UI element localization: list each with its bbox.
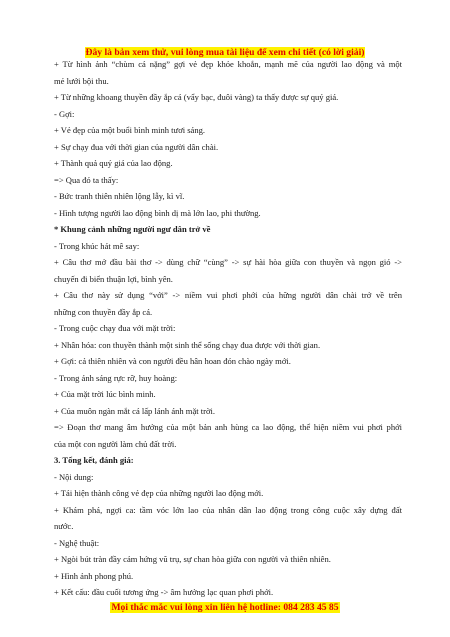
text-line: => Qua đó ta thấy:	[54, 174, 119, 185]
document-body	[54, 56, 402, 601]
text-line: nước.	[54, 521, 74, 531]
text-line: - Nội dung:	[54, 471, 94, 482]
section-heading: * Khung cảnh những người ngư dân trở về	[54, 224, 211, 234]
text-line: + Của mặt trời lúc bình minh.	[54, 389, 156, 399]
text-line: + Ngòi bút tràn đầy cảm hứng vũ trụ, sự chan hòa giữa con người và thiên nhiên.	[54, 554, 331, 564]
text-line: của một con người làm chủ đất trời.	[54, 438, 177, 449]
text-line: + Hình ảnh phong phú.	[54, 570, 134, 581]
text-line: + Tái hiện thành công vẻ đẹp của những người lao động mới.	[54, 488, 264, 498]
text-line: + Từ hình ảnh “chùm cá nặng” gợi vẻ đẹp khỏe khoắn, mạnh mẽ của người lao động và một	[54, 59, 402, 69]
text-line: chuyến đi biển thuận lợi, bình yên.	[54, 273, 173, 284]
text-line: - Hình tượng người lao động bình dị mà lớn lao, phi thường.	[54, 207, 261, 218]
text-line: - Bức tranh thiên nhiên lộng lẫy, kì vĩ.	[54, 191, 185, 201]
preview-banner-text: Đây là bản xem thử, vui lòng mua tài liệu để xem chi tiết (có lời giải)	[85, 47, 365, 58]
text-line: + Gợi: cả thiên nhiên và con người đều hân hoan đón chào ngày mới.	[54, 356, 291, 366]
text-line: - Trong ánh sáng rực rỡ, huy hoàng:	[54, 372, 178, 383]
text-line: + Câu thơ mở đầu bài thơ -> dùng chữ “cùng” -> sự hài hòa giữa con thuyền và ngọn gió ->	[54, 257, 402, 267]
text-line: + Thành quả quý giá của lao động.	[54, 158, 173, 168]
text-line: + Từ những khoang thuyền đầy ắp cá (vẩy bạc, đuôi vàng) ta thấy được sự quý giá.	[54, 92, 339, 102]
text-line: + Của muôn ngàn mắt cá lấp lánh ánh mặt trời.	[54, 405, 216, 416]
hotline-footer	[0, 597, 450, 615]
text-line: + Vẻ đẹp của một buổi bình minh tươi sáng.	[54, 125, 206, 135]
text-line: - Gợi:	[54, 108, 75, 119]
text-line: + Nhân hóa: con thuyền thành một sinh thể sống chạy đua được với thời gian.	[54, 339, 321, 350]
text-line: + Sự chạy đua với thời gian của người dân chài.	[54, 141, 219, 152]
text-line: - Trong khúc hát mê say:	[54, 240, 140, 251]
text-line: - Trong cuộc chạy đua với mặt trời:	[54, 323, 176, 333]
text-line: mẻ lưới bội thu.	[54, 75, 109, 86]
text-line: + Câu thơ này sử dụng “với” -> niềm vui phơi phới của hững người dân chài trở về trên	[54, 290, 402, 300]
section-heading: 3. Tổng kết, đánh giá:	[54, 455, 134, 465]
text-line: => Đoạn thơ mang âm hưởng của một bản anh hùng ca lao động, thể hiện niềm vui phơi phới	[54, 422, 402, 432]
text-line: + Kết cấu: đầu cuối tương ứng -> âm hưởng lạc quan phơi phới.	[54, 587, 274, 597]
hotline-footer-text: Mọi thắc mắc vui lòng xin liên hệ hotline: 084 283 45 85	[111, 602, 339, 613]
text-line: + Khám phá, ngợi ca: tầm vóc lớn lao của nhân dân lao động trong công cuộc xây dựng đất	[54, 504, 402, 515]
text-line: - Nghệ thuật:	[54, 537, 100, 548]
text-line: những con thuyền đầy ắp cá.	[54, 306, 153, 317]
